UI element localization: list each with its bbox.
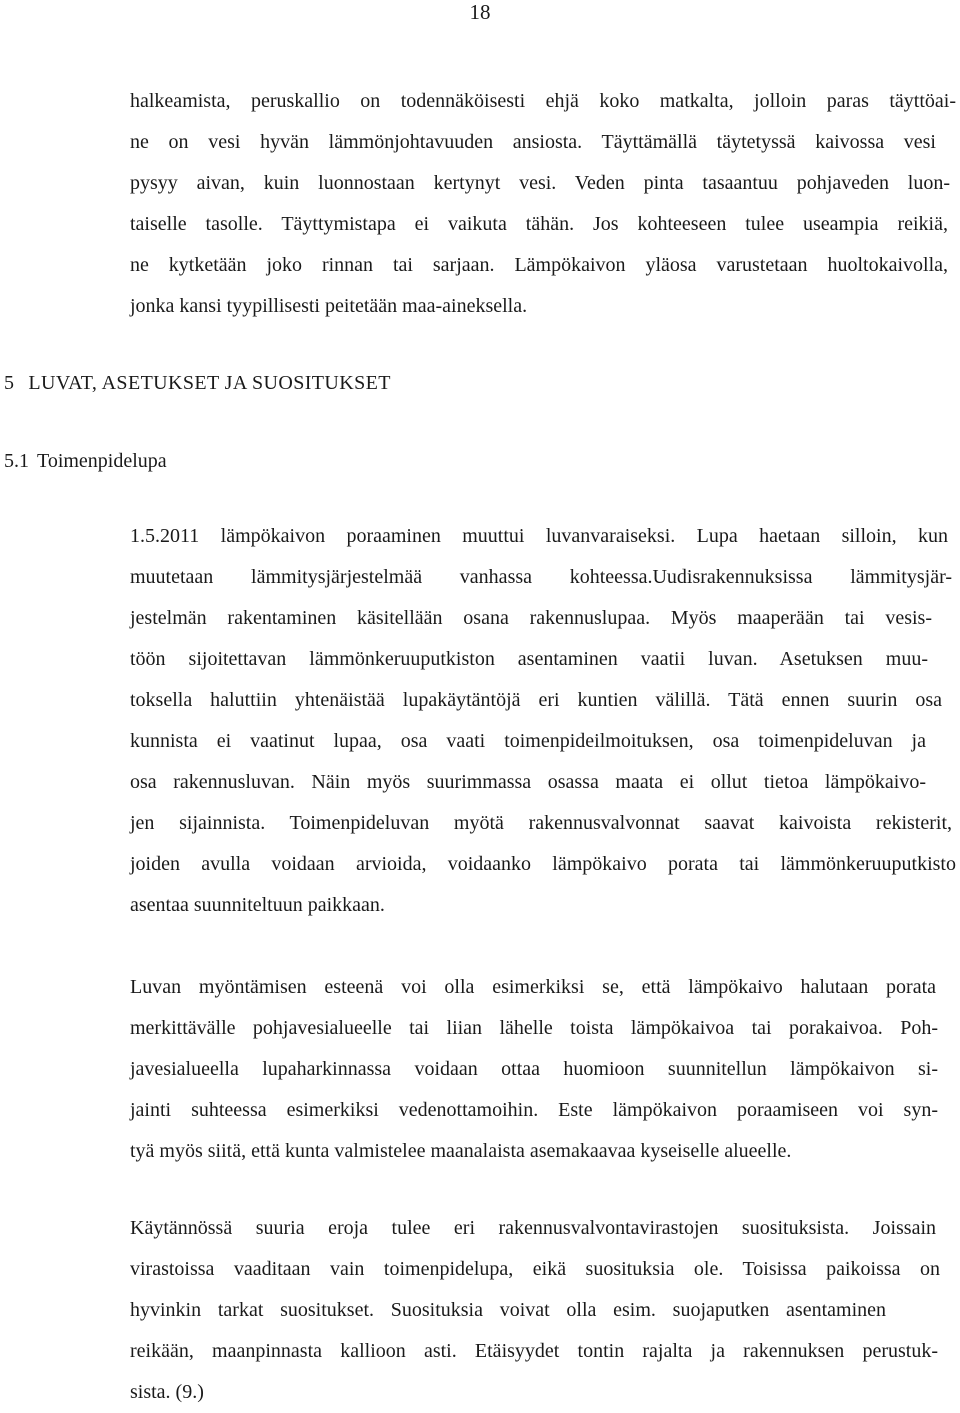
text-line: asentaa suunniteltuun paikkaan. <box>130 894 385 916</box>
paragraph-3 <box>130 967 956 1172</box>
text-line: hyvinkin tarkat suositukset. Suosituksia voivat olla esim. suojaputken asentaminen <box>130 1299 886 1321</box>
text-line: merkittävälle pohjavesialueelle tai liian lähelle toista lämpökaivoa tai porakaivoa. Poh- <box>130 1017 938 1039</box>
text-line: Luvan myöntämisen esteenä voi olla esimerkiksi se, että lämpökaivo halutaan porata <box>130 976 936 998</box>
subsection-title: Toimenpidelupa <box>37 450 167 472</box>
section-title: LUVAT, ASETUKSET JA SUOSITUKSET <box>28 372 391 394</box>
paragraph-4 <box>130 1208 956 1413</box>
text-line: jainti suhteessa esimerkiksi vedenottamoihin. Este lämpökaivon poraamiseen voi syn- <box>130 1099 938 1121</box>
text-line: reikään, maanpinnasta kallioon asti. Etäisyydet tontin rajalta ja rakennuksen perustuk- <box>130 1340 938 1362</box>
text-line: joiden avulla voidaan arvioida, voidaanko lämpökaivo porata tai lämmönkeruuputkisto <box>130 853 956 875</box>
text-line: muutetaan lämmitysjärjestelmää vanhassa kohteessa.Uudisrakennuksissa lämmitysjär- <box>130 566 952 588</box>
text-line: sista. (9.) <box>130 1381 204 1403</box>
text-line: halkeamista, peruskallio on todennäköisesti ehjä koko matkalta, jolloin paras täyttöai- <box>130 90 956 112</box>
subsection-number: 5.1 <box>4 450 29 472</box>
text-line: tyä myös siitä, että kunta valmistelee maanalaista asemakaavaa kyseiselle alueelle. <box>130 1140 792 1162</box>
text-line: Käytännössä suuria eroja tulee eri rakennusvalvontavirastojen suosituksista. Joissain <box>130 1217 936 1239</box>
text-line: virastoissa vaaditaan vain toimenpidelupa, eikä suosituksia ole. Toisissa paikoissa on <box>130 1258 940 1280</box>
paragraph-1 <box>130 81 956 327</box>
text-line: jonka kansi tyypillisesti peitetään maa-aineksella. <box>130 295 528 317</box>
page-number: 18 <box>469 0 491 24</box>
text-line: 1.5.2011 lämpökaivon poraaminen muuttui luvanvaraiseksi. Lupa haetaan silloin, kun <box>130 525 948 547</box>
subsection-heading-5-1 <box>4 445 167 477</box>
paragraph-2 <box>130 516 956 926</box>
section-number: 5 <box>4 372 15 394</box>
text-line: osa rakennusluvan. Näin myös suurimmassa osassa maata ei ollut tietoa lämpökaivo- <box>130 771 926 793</box>
text-line: toksella haluttiin yhtenäistää lupakäytäntöjä eri kuntien välillä. Tätä ennen suurin osa <box>130 689 942 711</box>
section-heading-5 <box>4 367 391 399</box>
text-line: jen sijainnista. Toimenpideluvan myötä rakennusvalvonnat saavat kaivoista rekisterit, <box>130 812 952 834</box>
text-line: kunnista ei vaatinut lupaa, osa vaati toimenpideilmoituksen, osa toimenpideluvan ja <box>130 730 926 752</box>
text-line: töön sijoitettavan lämmönkeruuputkiston asentaminen vaatii luvan. Asetuksen muu- <box>130 648 928 670</box>
text-line: ne kytketään joko rinnan tai sarjaan. Lämpökaivon yläosa varustetaan huoltokaivolla, <box>130 254 948 276</box>
text-line: taiselle tasolle. Täyttymistapa ei vaikuta tähän. Jos kohteeseen tulee useampia reikiä, <box>130 213 948 235</box>
text-line: ne on vesi hyvän lämmönjohtavuuden ansiosta. Täyttämällä täytetyssä kaivossa vesi <box>130 131 936 153</box>
text-line: pysyy aivan, kuin luonnostaan kertynyt vesi. Veden pinta tasaantuu pohjaveden luon- <box>130 172 950 194</box>
text-line: javesialueella lupaharkinnassa voidaan ottaa huomioon suunnitellun lämpökaivon si- <box>130 1058 938 1080</box>
text-line: jestelmän rakentaminen käsitellään osana rakennuslupaa. Myös maaperään tai vesis- <box>130 607 932 629</box>
